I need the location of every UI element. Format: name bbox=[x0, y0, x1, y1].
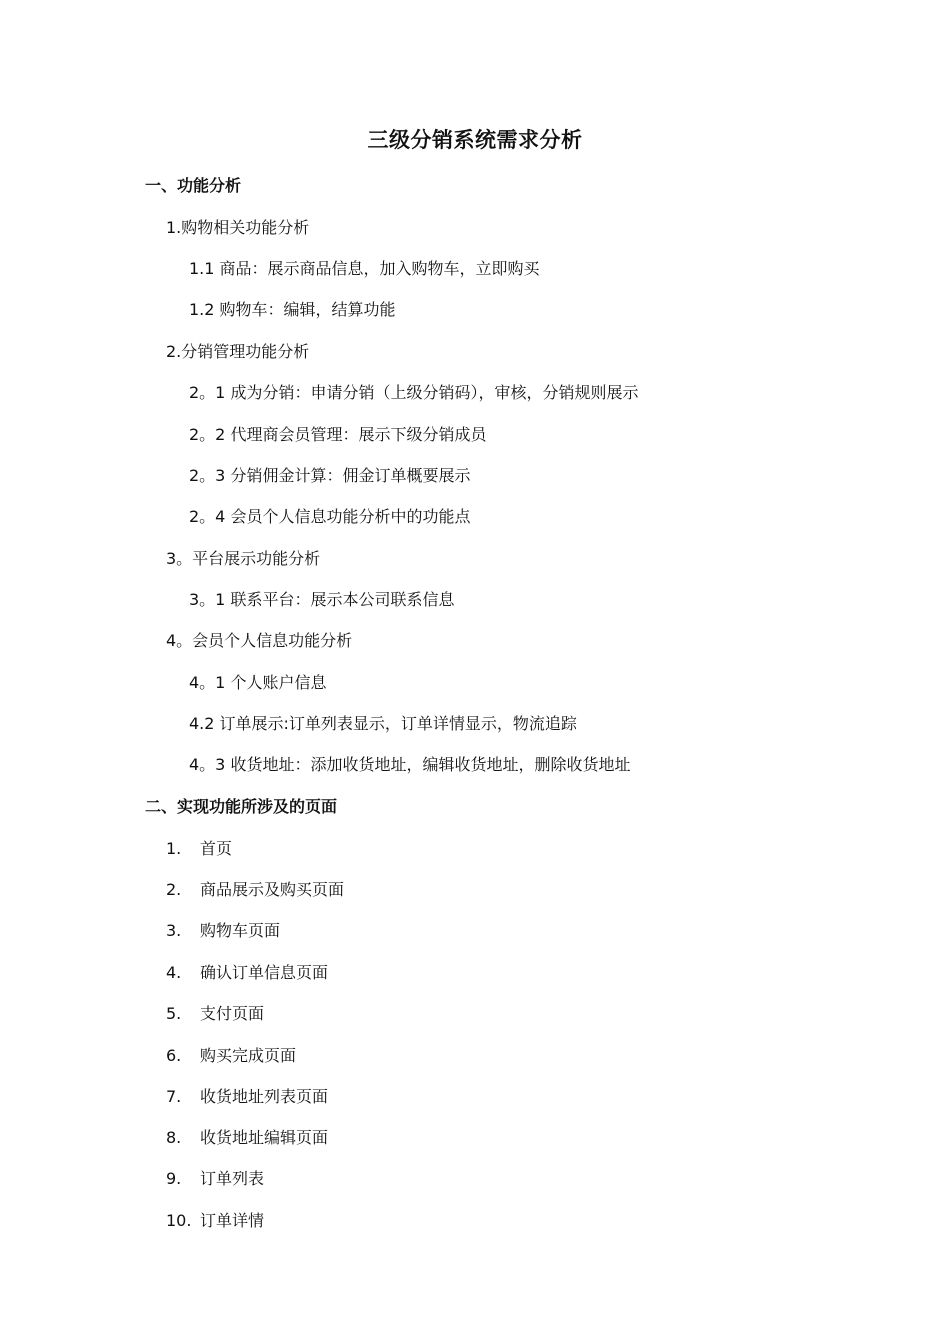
item-commission-calc: 2。3 分销佣金计算：佣金订单概要展示 bbox=[189, 466, 471, 485]
item-contact-platform: 3。1 联系平台：展示本公司联系信息 bbox=[189, 590, 455, 609]
section-heading-function-analysis: 一、功能分析 bbox=[145, 176, 242, 195]
list-label: 订单详情 bbox=[200, 1211, 265, 1230]
page-list-item bbox=[166, 1003, 264, 1025]
page-list-item bbox=[166, 962, 328, 984]
page-list-item bbox=[166, 879, 344, 901]
list-number: 10. bbox=[166, 1211, 192, 1230]
page-list-item bbox=[166, 920, 280, 942]
page-list-item bbox=[166, 1210, 264, 1232]
list-label: 首页 bbox=[200, 839, 233, 858]
list-number: 6. bbox=[166, 1046, 182, 1065]
list-label: 商品展示及购买页面 bbox=[200, 880, 345, 899]
list-label: 收货地址编辑页面 bbox=[200, 1128, 329, 1147]
page-list-item bbox=[166, 1086, 328, 1108]
item-member-info-points: 2。4 会员个人信息功能分析中的功能点 bbox=[189, 507, 471, 526]
list-number: 1. bbox=[166, 839, 182, 858]
page-list-item bbox=[166, 1127, 328, 1149]
list-label: 确认订单信息页面 bbox=[200, 963, 329, 982]
document-title: 三级分销系统需求分析 bbox=[367, 128, 583, 152]
page-list-item bbox=[166, 1168, 264, 1190]
list-label: 购买完成页面 bbox=[200, 1046, 297, 1065]
item-become-distributor: 2。1 成为分销：申请分销（上级分销码），审核，分销规则展示 bbox=[189, 383, 639, 402]
item-product: 1.1 商品：展示商品信息，加入购物车，立即购买 bbox=[189, 259, 540, 278]
list-label: 购物车页面 bbox=[200, 921, 281, 940]
subsection-platform: 3。平台展示功能分析 bbox=[166, 549, 321, 568]
subsection-shopping: 1.购物相关功能分析 bbox=[166, 218, 310, 237]
section-heading-pages: 二、实现功能所涉及的页面 bbox=[145, 797, 338, 816]
list-number: 3. bbox=[166, 921, 182, 940]
list-number: 7. bbox=[166, 1087, 182, 1106]
list-number: 2. bbox=[166, 880, 182, 899]
item-shipping-address: 4。3 收货地址：添加收货地址，编辑收货地址，删除收货地址 bbox=[189, 755, 631, 774]
page-list-item bbox=[166, 1045, 296, 1067]
item-cart: 1.2 购物车：编辑，结算功能 bbox=[189, 300, 396, 319]
item-agent-member-management: 2。2 代理商会员管理：展示下级分销成员 bbox=[189, 425, 487, 444]
subsection-distribution: 2.分销管理功能分析 bbox=[166, 342, 310, 361]
list-label: 订单列表 bbox=[200, 1169, 265, 1188]
list-number: 8. bbox=[166, 1128, 182, 1147]
page-list-item bbox=[166, 838, 232, 860]
list-number: 9. bbox=[166, 1169, 182, 1188]
list-number: 4. bbox=[166, 963, 182, 982]
item-order-display: 4.2 订单展示:订单列表显示，订单详情显示，物流追踪 bbox=[189, 714, 577, 733]
item-account-info: 4。1 个人账户信息 bbox=[189, 673, 327, 692]
subsection-member-info: 4。会员个人信息功能分析 bbox=[166, 631, 353, 650]
list-number: 5. bbox=[166, 1004, 182, 1023]
list-label: 收货地址列表页面 bbox=[200, 1087, 329, 1106]
list-label: 支付页面 bbox=[200, 1004, 265, 1023]
